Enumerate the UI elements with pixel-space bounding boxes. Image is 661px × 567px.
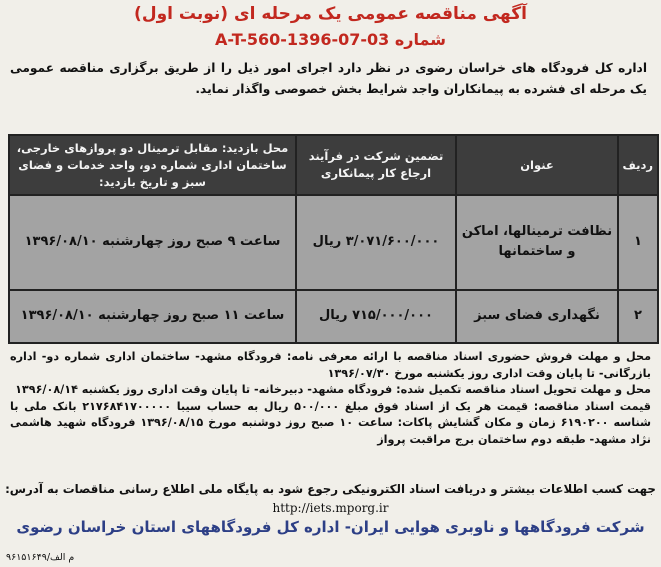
table-row	[9, 195, 658, 290]
ad-title: آگهی مناقصه عمومی یک مرحله ای (نوبت اول)	[134, 4, 527, 24]
ad-code: م الف/۹۶۱۵۱۶۴۹	[6, 552, 75, 563]
row-amount: ۷۱۵/۰۰۰/۰۰۰ ریال	[296, 290, 456, 343]
company-name: شرکت فرودگاهها و ناوبری هوایی ایران- اداره کل فرودگاههای استان خراسان رضوی	[16, 518, 645, 536]
header-row-number: ردیف	[618, 135, 658, 195]
row-title: نگهداری فضای سبز	[456, 290, 618, 343]
detail-sale-location: محل و مهلت فروش حضوری اسناد مناقصه با ارائه معرفی نامه: فرودگاه مشهد- ساختمان اداری شماره دو- اداره بازرگانی- تا پایان وقت اداری روز یکشنبه مورخ ۱۳۹۶/۰۷/۳۰	[10, 350, 651, 380]
header-visit: محل بازدید: مقابل ترمینال دو پروازهای خارجی، ساختمان اداری شماره دو، واحد خدمات و فضای سبز و تاریخ بازدید:	[9, 135, 296, 195]
detail-delivery-location: محل و مهلت تحویل اسناد مناقصه تکمیل شده: فرودگاه مشهد- دبیرخانه- تا پایان وقت اداری روز یکشنبه ۱۳۹۶/۰۸/۱۴	[15, 383, 651, 396]
tender-table	[8, 134, 659, 344]
website-link[interactable]: http://iets.mporg.ir	[272, 501, 389, 515]
ad-number: شماره A-T-560-1396-07-03	[215, 30, 446, 49]
more-info-text: جهت کسب اطلاعات بیشتر و دریافت اسناد الکترونیکی رجوع شود به پایگاه ملی اطلاع رسانی مناقصات به آدرس:	[5, 482, 656, 496]
header-title: عنوان	[456, 135, 618, 195]
row-number: ۲	[618, 290, 658, 343]
tender-details	[10, 349, 651, 448]
row-visit-time: ساعت ۱۱ صبح روز چهارشنبه ۱۳۹۶/۰۸/۱۰	[9, 290, 296, 343]
table-row	[9, 290, 658, 343]
ad-intro: اداره کل فرودگاه های خراسان رضوی در نظر دارد اجرای امور ذیل را از طریق برگزاری مناقصه عمومی یک مرحله ای فشرده به پیمانکاران واجد شرایط بخش خصوصی واگذار نماید.	[10, 61, 647, 96]
row-title: نظافت ترمینالها، اماکن و ساختمانها	[456, 195, 618, 290]
header-guarantee: تضمین شرکت در فرآیند ارجاع کار پیمانکاری	[296, 135, 456, 195]
table-header-row	[9, 135, 658, 195]
row-number: ۱	[618, 195, 658, 290]
row-visit-time: ساعت ۹ صبح روز چهارشنبه ۱۳۹۶/۰۸/۱۰	[9, 195, 296, 290]
detail-price-and-opening: قیمت اسناد مناقصه: قیمت هر یک از اسناد فوق مبلغ ۵۰۰/۰۰۰ ریال به حساب سیبا ۲۱۷۶۸۴۱۷۰۰۰۰۰ بانک ملی با شناسه ۶۱۹۰۲۰۰ زمان و مکان گشایش پاکات: ساعت ۱۰ صبح روز دوشنبه مورخ ۱۳۹۶/۰۸/۱۵ فرودگاه شهید هاشمی نژاد مشهد- طبقه دوم ساختمان برج مراقبت پرواز	[10, 399, 652, 446]
row-amount: ۳/۰۷۱/۶۰۰/۰۰۰ ریال	[296, 195, 456, 290]
